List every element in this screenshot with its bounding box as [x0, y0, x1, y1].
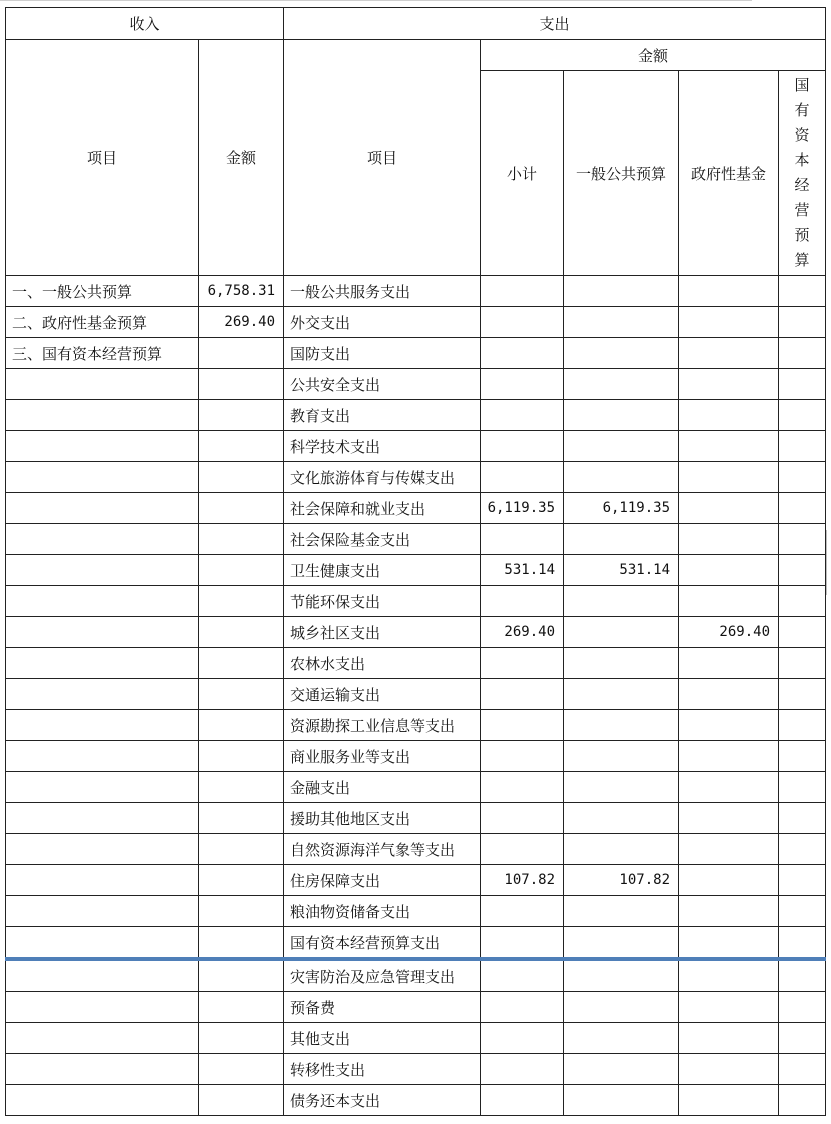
cell-subtotal[interactable] — [481, 896, 564, 927]
cell-subtotal[interactable] — [481, 276, 564, 307]
cell-income-amount[interactable] — [199, 1054, 284, 1085]
cell-subtotal[interactable] — [481, 992, 564, 1023]
cell-gov-fund[interactable] — [679, 865, 779, 896]
cell-gov-fund[interactable] — [679, 803, 779, 834]
cell-state-capital[interactable] — [779, 803, 826, 834]
table-row — [6, 927, 826, 960]
table-row — [6, 555, 826, 586]
cell-subtotal[interactable]: 6,119.35 — [481, 493, 564, 524]
cell-gov-fund[interactable] — [679, 369, 779, 400]
cell-gov-fund[interactable] — [679, 896, 779, 927]
cell-subtotal[interactable] — [481, 679, 564, 710]
cell-general-budget[interactable] — [564, 648, 679, 679]
cell-income-amount[interactable] — [199, 741, 284, 772]
cell-state-capital[interactable] — [779, 524, 826, 555]
cell-state-capital[interactable] — [779, 834, 826, 865]
cell-expense-item[interactable]: 公共安全支出 — [284, 369, 481, 400]
cell-gov-fund[interactable] — [679, 586, 779, 617]
cell-expense-item[interactable]: 交通运输支出 — [284, 679, 481, 710]
cell-income-amount[interactable] — [199, 834, 284, 865]
cell-income-item[interactable] — [6, 586, 199, 617]
cell-income-item[interactable] — [6, 803, 199, 834]
cell-subtotal[interactable] — [481, 803, 564, 834]
cell-state-capital[interactable] — [779, 617, 826, 648]
cell-gov-fund[interactable] — [679, 462, 779, 493]
cell-state-capital[interactable] — [779, 1085, 826, 1116]
cell-subtotal[interactable] — [481, 1023, 564, 1054]
cell-general-budget[interactable] — [564, 834, 679, 865]
cell-expense-item[interactable]: 社会保险基金支出 — [284, 524, 481, 555]
cell-gov-fund[interactable] — [679, 400, 779, 431]
cell-gov-fund[interactable] — [679, 772, 779, 803]
cell-expense-item[interactable]: 城乡社区支出 — [284, 617, 481, 648]
cell-general-budget[interactable] — [564, 524, 679, 555]
table-row — [6, 307, 826, 338]
header-amount-group[interactable]: 金额 — [481, 40, 826, 71]
cell-subtotal[interactable] — [481, 369, 564, 400]
cell-income-amount[interactable] — [199, 679, 284, 710]
table-row — [6, 772, 826, 803]
cell-income-item[interactable]: 三、国有资本经营预算 — [6, 338, 199, 369]
cell-state-capital[interactable] — [779, 927, 826, 960]
header-income[interactable]: 收入 — [6, 8, 284, 40]
cell-gov-fund[interactable] — [679, 493, 779, 524]
cell-general-budget[interactable]: 6,119.35 — [564, 493, 679, 524]
cell-subtotal[interactable] — [481, 834, 564, 865]
table-row — [6, 959, 826, 992]
cell-expense-item[interactable]: 金融支出 — [284, 772, 481, 803]
cell-subtotal[interactable] — [481, 927, 564, 960]
header-gov-fund[interactable]: 政府性基金 — [679, 71, 779, 276]
cell-subtotal[interactable]: 531.14 — [481, 555, 564, 586]
cell-income-item[interactable] — [6, 1054, 199, 1085]
cell-expense-item[interactable]: 文化旅游体育与传媒支出 — [284, 462, 481, 493]
cell-general-budget[interactable] — [564, 959, 679, 992]
cell-subtotal[interactable] — [481, 524, 564, 555]
cell-state-capital[interactable] — [779, 741, 826, 772]
cell-income-amount[interactable] — [199, 338, 284, 369]
cell-general-budget[interactable] — [564, 710, 679, 741]
cell-income-item[interactable] — [6, 710, 199, 741]
cell-general-budget[interactable] — [564, 1054, 679, 1085]
cell-income-amount[interactable] — [199, 462, 284, 493]
cell-expense-item[interactable]: 国防支出 — [284, 338, 481, 369]
budget-table — [5, 7, 826, 1116]
cell-expense-item[interactable]: 外交支出 — [284, 307, 481, 338]
cell-general-budget[interactable] — [564, 741, 679, 772]
cell-income-amount[interactable] — [199, 648, 284, 679]
table-row — [6, 741, 826, 772]
cell-general-budget[interactable] — [564, 803, 679, 834]
cell-income-amount[interactable]: 6,758.31 — [199, 276, 284, 307]
cell-state-capital[interactable] — [779, 992, 826, 1023]
table-row — [6, 648, 826, 679]
cell-income-item[interactable] — [6, 1023, 199, 1054]
header-state-capital[interactable] — [779, 71, 826, 276]
cell-income-item[interactable]: 二、政府性基金预算 — [6, 307, 199, 338]
cell-expense-item[interactable]: 卫生健康支出 — [284, 555, 481, 586]
table-row — [6, 710, 826, 741]
table-row — [6, 1054, 826, 1085]
cell-gov-fund[interactable] — [679, 338, 779, 369]
table-row — [6, 896, 826, 927]
cell-gov-fund[interactable] — [679, 1054, 779, 1085]
cell-general-budget[interactable] — [564, 431, 679, 462]
cell-income-item[interactable] — [6, 1085, 199, 1116]
cell-general-budget[interactable] — [564, 679, 679, 710]
cell-subtotal[interactable] — [481, 959, 564, 992]
cell-income-amount[interactable] — [199, 803, 284, 834]
cell-income-amount[interactable] — [199, 772, 284, 803]
cell-state-capital[interactable] — [779, 710, 826, 741]
cell-general-budget[interactable] — [564, 586, 679, 617]
cell-state-capital[interactable] — [779, 462, 826, 493]
cell-state-capital[interactable] — [779, 586, 826, 617]
table-row — [6, 679, 826, 710]
cell-gov-fund[interactable] — [679, 679, 779, 710]
cell-income-amount[interactable] — [199, 959, 284, 992]
cell-expense-item[interactable]: 商业服务业等支出 — [284, 741, 481, 772]
cell-gov-fund[interactable] — [679, 276, 779, 307]
cell-expense-item[interactable]: 社会保障和就业支出 — [284, 493, 481, 524]
table-row — [6, 431, 826, 462]
cell-subtotal[interactable] — [481, 462, 564, 493]
cell-gov-fund[interactable] — [679, 834, 779, 865]
cell-state-capital[interactable] — [779, 493, 826, 524]
header-income-amount[interactable]: 金额 — [199, 40, 284, 276]
table-row — [6, 992, 826, 1023]
cell-expense-item[interactable]: 节能环保支出 — [284, 586, 481, 617]
cell-expense-item[interactable]: 粮油物资储备支出 — [284, 896, 481, 927]
table-row — [6, 865, 826, 896]
cell-income-item[interactable] — [6, 369, 199, 400]
header-subtotal[interactable]: 小计 — [481, 71, 564, 276]
cell-general-budget[interactable] — [564, 338, 679, 369]
table-row — [6, 338, 826, 369]
cell-income-amount[interactable] — [199, 617, 284, 648]
cell-expense-item[interactable]: 转移性支出 — [284, 1054, 481, 1085]
cell-expense-item[interactable]: 援助其他地区支出 — [284, 803, 481, 834]
cell-income-amount[interactable] — [199, 992, 284, 1023]
cell-general-budget[interactable] — [564, 369, 679, 400]
cell-gov-fund[interactable] — [679, 648, 779, 679]
cell-state-capital[interactable] — [779, 307, 826, 338]
cell-general-budget[interactable] — [564, 276, 679, 307]
cell-income-amount[interactable] — [199, 586, 284, 617]
cell-state-capital[interactable] — [779, 555, 826, 586]
cell-income-item[interactable] — [6, 524, 199, 555]
cell-subtotal[interactable] — [481, 400, 564, 431]
cell-state-capital[interactable] — [779, 1023, 826, 1054]
table-row — [6, 276, 826, 307]
cell-income-item[interactable] — [6, 896, 199, 927]
table-row — [6, 1085, 826, 1116]
table-row — [6, 400, 826, 431]
cell-income-amount[interactable] — [199, 524, 284, 555]
cell-subtotal[interactable] — [481, 338, 564, 369]
cell-income-amount[interactable] — [199, 493, 284, 524]
cell-income-item[interactable] — [6, 992, 199, 1023]
cell-income-amount[interactable] — [199, 896, 284, 927]
cell-subtotal[interactable]: 269.40 — [481, 617, 564, 648]
cell-general-budget[interactable] — [564, 1023, 679, 1054]
cell-state-capital[interactable] — [779, 648, 826, 679]
cell-income-item[interactable] — [6, 772, 199, 803]
cell-gov-fund[interactable] — [679, 555, 779, 586]
cell-income-item[interactable] — [6, 679, 199, 710]
cell-subtotal[interactable] — [481, 741, 564, 772]
header-expense[interactable]: 支出 — [284, 8, 826, 40]
cell-expense-item[interactable]: 债务还本支出 — [284, 1085, 481, 1116]
cell-state-capital[interactable] — [779, 276, 826, 307]
cell-state-capital[interactable] — [779, 679, 826, 710]
cell-general-budget[interactable] — [564, 896, 679, 927]
cell-gov-fund[interactable] — [679, 741, 779, 772]
cell-gov-fund[interactable]: 269.40 — [679, 617, 779, 648]
header-general-budget[interactable]: 一般公共预算 — [564, 71, 679, 276]
table-row — [6, 462, 826, 493]
cell-general-budget[interactable] — [564, 927, 679, 960]
cell-gov-fund[interactable] — [679, 992, 779, 1023]
cell-state-capital[interactable] — [779, 400, 826, 431]
cell-subtotal[interactable] — [481, 307, 564, 338]
cell-subtotal[interactable] — [481, 586, 564, 617]
table-row — [6, 617, 826, 648]
cell-income-item[interactable] — [6, 927, 199, 960]
cell-gov-fund[interactable] — [679, 959, 779, 992]
cell-subtotal[interactable] — [481, 648, 564, 679]
table-row — [6, 524, 826, 555]
cell-gov-fund[interactable] — [679, 1085, 779, 1116]
cell-income-item[interactable] — [6, 431, 199, 462]
cell-gov-fund[interactable] — [679, 524, 779, 555]
cell-gov-fund[interactable] — [679, 431, 779, 462]
table-row — [6, 369, 826, 400]
header-expense-item[interactable]: 项目 — [284, 40, 481, 276]
cell-expense-item[interactable]: 灾害防治及应急管理支出 — [284, 959, 481, 992]
cell-general-budget[interactable]: 531.14 — [564, 555, 679, 586]
cell-expense-item[interactable]: 教育支出 — [284, 400, 481, 431]
cell-income-amount[interactable]: 269.40 — [199, 307, 284, 338]
cell-income-item[interactable] — [6, 865, 199, 896]
cell-expense-item[interactable]: 科学技术支出 — [284, 431, 481, 462]
table-row — [6, 834, 826, 865]
cell-expense-item[interactable]: 自然资源海洋气象等支出 — [284, 834, 481, 865]
cell-subtotal[interactable]: 107.82 — [481, 865, 564, 896]
cell-income-amount[interactable] — [199, 710, 284, 741]
cell-general-budget[interactable] — [564, 1085, 679, 1116]
cell-income-item[interactable] — [6, 741, 199, 772]
cell-income-amount[interactable] — [199, 927, 284, 960]
cell-income-item[interactable] — [6, 617, 199, 648]
cell-state-capital[interactable] — [779, 772, 826, 803]
cell-general-budget[interactable]: 107.82 — [564, 865, 679, 896]
cell-subtotal[interactable] — [481, 772, 564, 803]
cell-gov-fund[interactable] — [679, 1023, 779, 1054]
cell-gov-fund[interactable] — [679, 710, 779, 741]
cell-state-capital[interactable] — [779, 1054, 826, 1085]
cell-general-budget[interactable] — [564, 462, 679, 493]
cell-subtotal[interactable] — [481, 1085, 564, 1116]
cell-gov-fund[interactable] — [679, 927, 779, 960]
cell-income-item[interactable] — [6, 493, 199, 524]
table-row — [6, 493, 826, 524]
header-income-item[interactable]: 项目 — [6, 40, 199, 276]
cell-income-amount[interactable] — [199, 369, 284, 400]
cell-gov-fund[interactable] — [679, 307, 779, 338]
cell-subtotal[interactable] — [481, 710, 564, 741]
cell-state-capital[interactable] — [779, 959, 826, 992]
cell-income-amount[interactable] — [199, 865, 284, 896]
cell-expense-item[interactable]: 资源勘探工业信息等支出 — [284, 710, 481, 741]
cell-income-item[interactable] — [6, 959, 199, 992]
cell-general-budget[interactable] — [564, 400, 679, 431]
cell-state-capital[interactable] — [779, 369, 826, 400]
cell-income-amount[interactable] — [199, 400, 284, 431]
cell-income-item[interactable] — [6, 834, 199, 865]
cell-state-capital[interactable] — [779, 896, 826, 927]
cell-expense-item[interactable]: 其他支出 — [284, 1023, 481, 1054]
cell-expense-item[interactable]: 一般公共服务支出 — [284, 276, 481, 307]
cell-general-budget[interactable] — [564, 617, 679, 648]
cell-expense-item[interactable]: 农林水支出 — [284, 648, 481, 679]
cell-income-amount[interactable] — [199, 431, 284, 462]
cell-expense-item[interactable]: 预备费 — [284, 992, 481, 1023]
cell-subtotal[interactable] — [481, 431, 564, 462]
cell-state-capital[interactable] — [779, 338, 826, 369]
header-state-capital-text: 国有资本经营预算 — [794, 76, 810, 269]
cell-general-budget[interactable] — [564, 307, 679, 338]
cell-state-capital[interactable] — [779, 865, 826, 896]
cell-subtotal[interactable] — [481, 1054, 564, 1085]
table-row — [6, 1023, 826, 1054]
cell-income-item[interactable] — [6, 462, 199, 493]
cell-income-item[interactable] — [6, 555, 199, 586]
table-row — [6, 803, 826, 834]
table-row — [6, 586, 826, 617]
cell-income-item[interactable] — [6, 648, 199, 679]
cell-state-capital[interactable] — [779, 431, 826, 462]
cell-income-amount[interactable] — [199, 555, 284, 586]
cell-income-amount[interactable] — [199, 1085, 284, 1116]
cell-general-budget[interactable] — [564, 772, 679, 803]
cell-income-item[interactable]: 一、一般公共预算 — [6, 276, 199, 307]
cell-expense-item[interactable]: 住房保障支出 — [284, 865, 481, 896]
cell-income-item[interactable] — [6, 400, 199, 431]
cell-general-budget[interactable] — [564, 992, 679, 1023]
spreadsheet-view — [5, 7, 826, 1116]
cell-expense-item[interactable]: 国有资本经营预算支出 — [284, 927, 481, 960]
cell-income-amount[interactable] — [199, 1023, 284, 1054]
